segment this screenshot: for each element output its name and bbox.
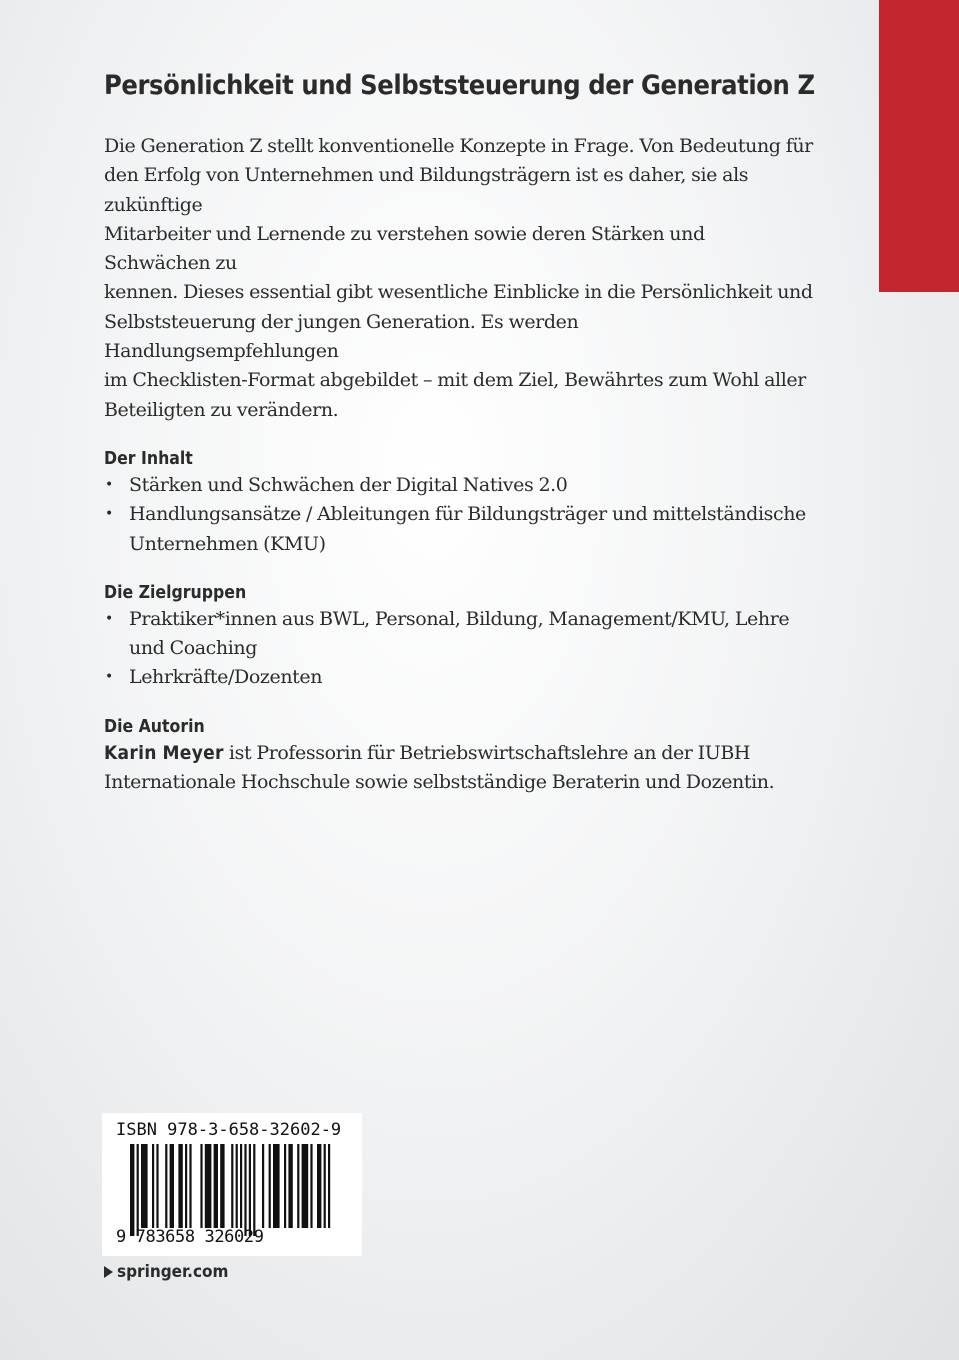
barcode-bar (137, 1144, 139, 1236)
barcode-bar (200, 1144, 202, 1228)
author-paragraph (104, 739, 816, 798)
bullet-icon: • (105, 610, 113, 627)
barcode-bar (240, 1144, 242, 1228)
section-heading-autorin: Die Autorin (104, 716, 205, 737)
section-heading-inhalt: Der Inhalt (104, 448, 193, 469)
barcode-bar (284, 1144, 286, 1228)
inhalt-list (104, 471, 816, 559)
publisher-url: springer.com (117, 1262, 229, 1282)
isbn-label: ISBN 978-3-658-32602-9 (116, 1120, 342, 1140)
barcode-bar (236, 1144, 238, 1228)
barcode-bar (244, 1144, 246, 1236)
barcode-bar (249, 1144, 251, 1236)
author-name: Karin Meyer (104, 741, 224, 764)
barcode-bar (310, 1144, 312, 1228)
barcode-bar (214, 1144, 218, 1228)
barcode-bar (231, 1144, 233, 1228)
barcode-bar (185, 1144, 187, 1228)
barcode-bar (170, 1144, 174, 1228)
intro-line: Beteiligten zu verändern. (104, 398, 339, 421)
barcode-bar (324, 1144, 326, 1228)
barcode-bar (165, 1144, 167, 1228)
barcode-bar (302, 1144, 309, 1228)
barcode-bar (317, 1144, 321, 1228)
list-item: • Lehrkräfte/Dozenten (104, 663, 816, 692)
bullet-icon: • (105, 506, 113, 523)
book-title: Persönlichkeit und Selbststeuerung der Generation Z (104, 70, 815, 101)
barcode-bar (220, 1144, 224, 1228)
intro-paragraph (104, 132, 816, 425)
barcode-bar (273, 1144, 280, 1228)
zielgruppen-list (104, 605, 816, 693)
isbn-barcode (102, 1113, 362, 1256)
barcode-bar (152, 1144, 154, 1228)
list-item: • Stärken und Schwächen der Digital Natives 2.0 (104, 471, 816, 500)
red-accent-tab (879, 0, 959, 292)
intro-line: im Checklisten-Format abgebildet – mit dem Ziel, Bewährtes zum Wohl aller (104, 369, 806, 392)
barcode-bar (297, 1144, 299, 1228)
barcode-bar (328, 1144, 330, 1228)
barcode-bar (178, 1144, 182, 1228)
section-heading-zielgruppen: Die Zielgruppen (104, 582, 247, 603)
barcode-bar (130, 1144, 134, 1236)
intro-line: den Erfolg von Unternehmen und Bildungsträgern ist es daher, sie als zukünftige (104, 164, 749, 216)
barcode-bar (156, 1144, 158, 1228)
barcode-bar (205, 1144, 212, 1228)
author-line: Internationale Hochschule sowie selbstständige Beraterin und Dozentin. (104, 771, 775, 794)
publisher-link[interactable] (104, 1262, 229, 1282)
barcode-bar (189, 1144, 191, 1228)
bullet-icon: • (105, 476, 113, 493)
barcode-digits: 9 783658 326029 (116, 1227, 264, 1247)
barcode-bars (130, 1144, 335, 1236)
back-cover-content (104, 70, 816, 797)
barcode-bar (253, 1144, 255, 1236)
intro-line: Selbststeuerung der jungen Generation. Es werden Handlungsempfehlungen (104, 310, 579, 363)
intro-line: Mitarbeiter und Lernende zu verstehen sowie deren Stärken und Schwächen zu (104, 222, 705, 275)
arrow-right-icon (104, 1266, 113, 1278)
intro-line: Die Generation Z stellt konventionelle Konzepte in Frage. Von Bedeutung für (104, 135, 813, 157)
list-item: • Praktiker*innen aus BWL, Personal, Bildung, Management/KMU, Lehre und Coaching (104, 605, 816, 664)
barcode-bar (288, 1144, 292, 1228)
intro-line: kennen. Dieses essential gibt wesentliche Einblicke in die Persönlichkeit und (104, 281, 813, 304)
barcode-bar (269, 1144, 271, 1228)
bullet-icon: • (105, 669, 113, 686)
barcode-bar (141, 1144, 148, 1228)
list-item: • Handlungsansätze / Ableitungen für Bildungsträger und mittelständische Unternehmen (KMU) (104, 500, 816, 559)
barcode-bar (262, 1144, 264, 1228)
author-line: ist Professorin für Betriebswirtschaftslehre an der IUBH (228, 741, 751, 764)
